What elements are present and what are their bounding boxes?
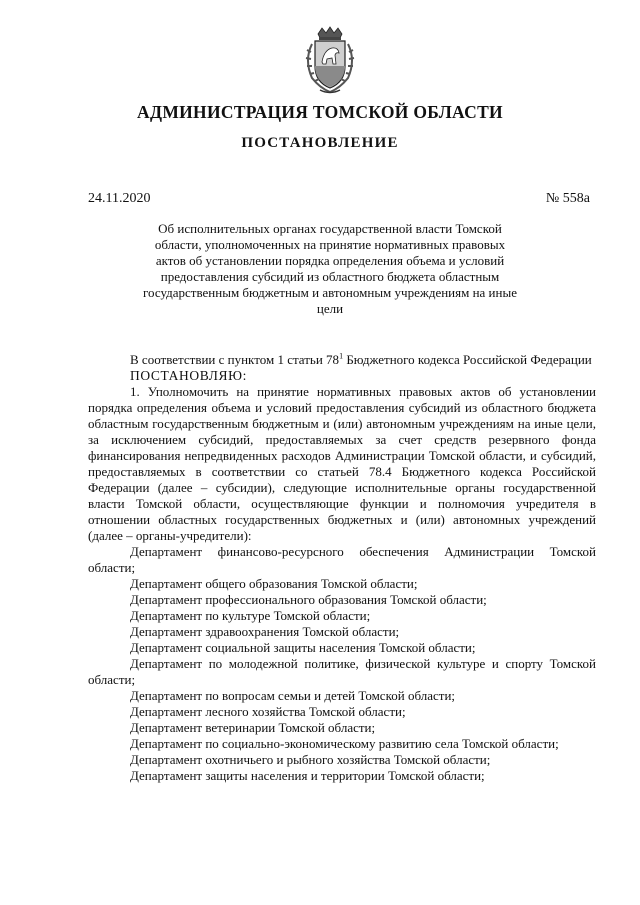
decree-heading: ПОСТАНОВЛЯЮ: [130, 368, 247, 383]
department-list [88, 544, 596, 784]
department-item: Департамент социальной защиты населения Томской области; [130, 640, 476, 655]
department-item: Департамент лесного хозяйства Томской области; [130, 704, 406, 719]
department-item: Департамент по молодежной политике, физической культуре и спорту Томской области; [88, 656, 596, 687]
point-1-paragraph: 1. Уполномочить на принятие нормативных правовых актов об установлении порядка определения объема и условий предоставления субсидий из областного бюджета областным государственным бюджетным и (или) автономным учреждениям на иные цели, за исключением субсидий, предоставляемых за счет средств резервного фонда финансирования непредвиденных расходов Администрации Томской области, и субсидий, предоставляемых в соответствии со статьей 78.4 Бюджетного кодекса Российской Федерации (далее – субсидии), следующие исполнительные органы государственной власти Томской области, осуществляющие функции и полномочия учредителя в отношении областных государственных бюджетных и (или) автономных учреждений (далее – органы-учредители): [88, 384, 596, 543]
intro-text-end: Бюджетного кодекса Российской Федерации [343, 352, 592, 367]
department-item: Департамент по культуре Томской области; [130, 608, 371, 623]
department-item: Департамент защиты населения и территории Томской области; [130, 768, 485, 783]
document-number: № 558а [545, 191, 590, 206]
intro-paragraph [88, 352, 596, 368]
department-item: Департамент охотничьего и рыбного хозяйства Томской области; [130, 752, 491, 767]
department-item: Департамент здравоохранения Томской области; [130, 624, 400, 639]
intro-text-start: В соответствии с пунктом 1 статьи 78 [130, 352, 340, 367]
department-item: Департамент общего образования Томской области; [130, 576, 418, 591]
organization-title: АДМИНИСТРАЦИЯ ТОМСКОЙ ОБЛАСТИ [137, 102, 503, 122]
document-body [88, 352, 596, 784]
department-item: Департамент по социально-экономическому развитию села Томской области; [130, 736, 559, 751]
coat-of-arms-emblem [300, 26, 360, 96]
document-subject: Об исполнительных органах государственной власти Томской области, уполномоченных на принятие нормативных правовых актов об установлении порядка определения объема и условий предоставления субсидий из областного бюджета областным государственным бюджетным и автономным учреждениям на иные цели [143, 221, 517, 316]
department-item: Департамент по вопросам семьи и детей Томской области; [130, 688, 456, 703]
department-item: Департамент профессионального образования Томской области; [130, 592, 487, 607]
article-superscript: 1 [339, 351, 344, 361]
department-item: Департамент ветеринарии Томской области; [130, 720, 376, 735]
department-item: Департамент финансово-ресурсного обеспечения Администрации Томской области; [88, 544, 596, 575]
document-type: ПОСТАНОВЛЕНИЕ [241, 135, 399, 151]
document-date: 24.11.2020 [88, 191, 151, 206]
